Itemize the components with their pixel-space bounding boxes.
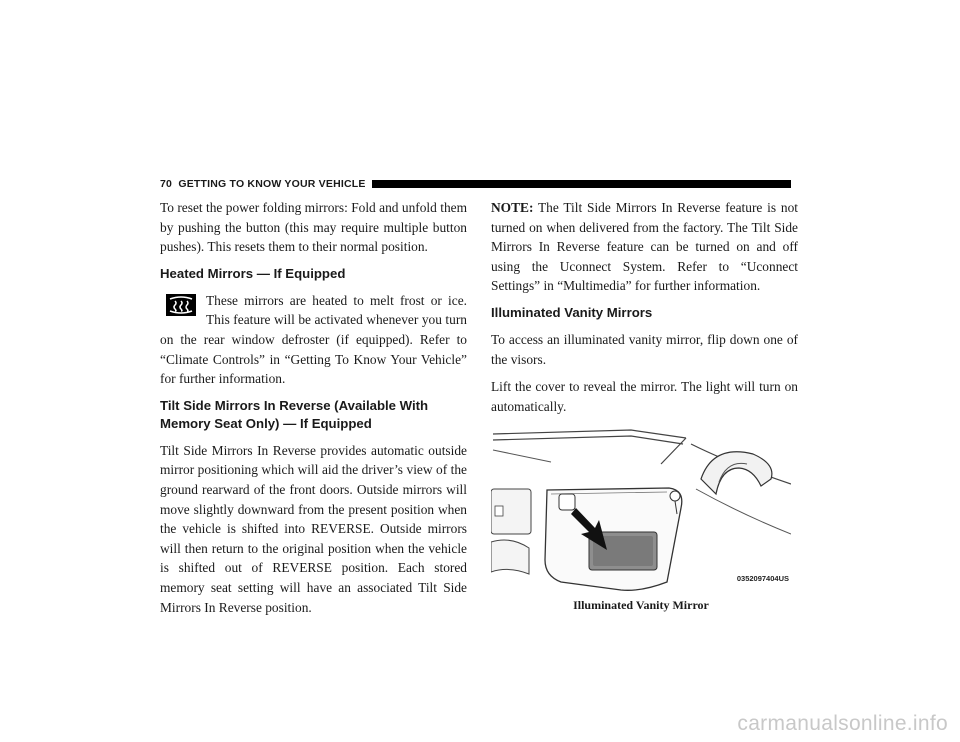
tilt-mirrors-paragraph: Tilt Side Mirrors In Reverse provides automatic outside mirror positioning which will aid the driver’s view of the ground rearward of the front doors. Outside mirrors will move slightly downward from the present position when the vehicle is shifted into REVERSE. Outside mirrors will then return to the original position when the vehicle is shifted out of REVERSE position. Each stored memory seat setting will have an associated Tilt Side Mirrors In Reverse position. [160,442,467,615]
figure-code: 0352097404US [736,573,789,583]
page-header-text [160,178,372,190]
vanity-paragraph-1: To access an illuminated vanity mirror, flip down one of the visors. [491,331,798,367]
tilt-mirrors-heading: Tilt Side Mirrors In Reverse (Available With Memory Seat Only) — If Equipped [160,397,429,431]
left-column [160,198,467,625]
heated-mirrors-block [160,291,467,389]
header-rule [372,180,791,188]
note-label: NOTE: [491,200,534,215]
right-column [491,198,798,616]
rear-defroster-icon [166,294,196,316]
page-number: 70 [160,178,173,190]
heated-mirrors-heading: Heated Mirrors — If Equipped [160,265,346,281]
figure-caption: Illuminated Vanity Mirror [573,598,709,613]
watermark: carmanualsonline.info [737,712,948,735]
vanity-mirror-figure [491,424,791,594]
folding-mirrors-paragraph: To reset the power folding mirrors: Fold and unfold them by pushing the button (this may require multiple button pushes). This resets them to their normal position. [160,200,467,255]
note-text: The Tilt Side Mirrors In Reverse feature is not turned on when delivered from the factory. The Tilt Side Mirrors In Reverse feature can be turned on and off using the Uconnect System. Refer to “Uconnect Settings” in “Multimedia” for further information. [491,200,798,294]
page-header [160,177,791,191]
note-paragraph [491,198,798,296]
vanity-mirrors-heading: Illuminated Vanity Mirrors [491,304,653,320]
heated-mirrors-paragraph: These mirrors are heated to melt frost or ice. This feature will be activated whenever you turn on the rear window defroster (if equipped). Refer to “Climate Controls” in “Getting To Know Your Vehicle” for further information. [160,292,467,387]
section-title: GETTING TO KNOW YOUR VEHICLE [178,178,366,190]
vanity-paragraph-2: Lift the cover to reveal the mirror. The light will turn on automatically. [491,379,798,414]
